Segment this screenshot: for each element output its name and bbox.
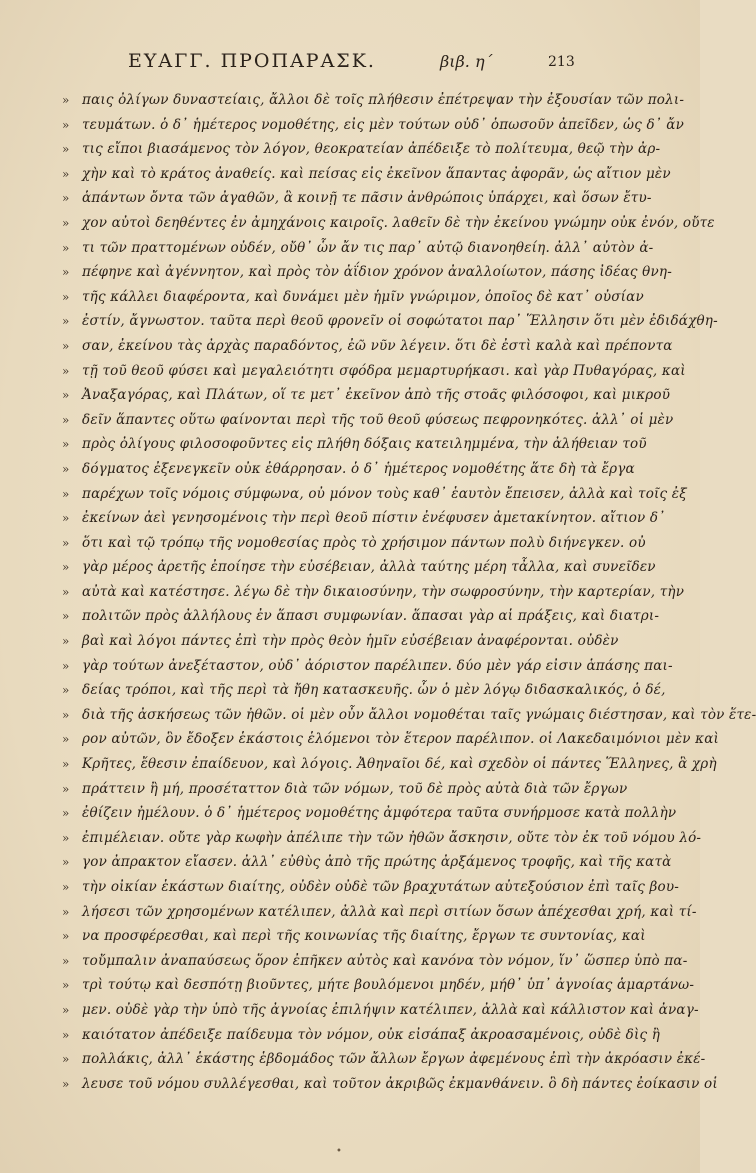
text-line [62, 186, 652, 211]
quotation-mark: » [62, 707, 70, 722]
text-line [62, 506, 666, 531]
line-text: τὴν οἰκίαν ἑκάστων διαίτης, οὐδὲν οὐδὲ τῶν βραχυτάτων αὐτεξούσιον ἐπὶ ταῖς βου- [82, 879, 680, 895]
line-text: ἐπιμέλειαν. οὔτε γὰρ κωφὴν ἀπέλιπε τὴν τῶν ἠθῶν ἄσκησιν, οὔτε τὸν ἐκ τοῦ νόμου λό- [82, 829, 702, 846]
line-text: βαὶ καὶ λόγοι πάντες ἐπὶ τὴν πρὸς θεὸν ἡμῖν εὐσέβειαν ἀναφέρονται. οὐδὲν [82, 633, 619, 650]
quotation-mark: » [62, 511, 70, 526]
text-line [62, 703, 756, 728]
quotation-mark: » [62, 855, 70, 870]
text-line [62, 482, 687, 507]
line-text: χον αὐτοὶ δεηθέντες ἐν ἀμηχάνοις καιροῖς. λαθεῖν δὲ τὴν ἐκείνου γνώμην οὐκ ἐνόν, οὔτε [82, 214, 715, 231]
text-line [62, 162, 671, 187]
line-text: διὰ τῆς ἀσκήσεως τῶν ἠθῶν. οἱ μὲν οὖν ἄλλοι νομοθέται ταῖς γνώμαις διέστησαν, καὶ τὸν ἕτε- [82, 706, 756, 723]
line-text: αὐτὰ καὶ κατέστησε. λέγω δὲ τὴν δικαιοσύνην, τὴν σωφροσύνην, τὴν καρτερίαν, τὴν [82, 583, 685, 600]
line-text: ὅτι καὶ τῷ τρόπῳ τῆς νομοθεσίας πρὸς τὸ χρήσιμον πάντων πολὺ διήνεγκεν. οὐ [82, 534, 646, 551]
quotation-mark: » [62, 1027, 70, 1042]
line-text: σαν, ἐκείνου τὰς ἀρχὰς παραδόντος, ἐῶ νῦν λέγειν. ὅτι δὲ ἐστὶ καλὰ καὶ πρέποντα [82, 337, 673, 354]
quotation-mark: » [62, 806, 70, 821]
line-text: πολιτῶν πρὸς ἀλλήλους ἐν ἅπασι συμφωνίαν. ἅπασαι γὰρ αἱ πράξεις, καὶ διατρι- [82, 608, 660, 625]
line-text: παρέχων τοῖς νόμοις σύμφωνα, οὐ μόνον τοὺς καθ᾽ ἑαυτὸν ἔπεισεν, ἀλλὰ καὶ τοῖς ἐξ [82, 485, 687, 502]
line-text: δείας τρόποι, καὶ τῆς περὶ τὰ ἤθη κατασκευῆς. ὧν ὁ μὲν λόγῳ διδασκαλικός, ὁ δέ, [82, 682, 666, 699]
text-line [62, 875, 680, 900]
text-line [62, 777, 628, 802]
text-line [62, 826, 702, 851]
quotation-mark: » [62, 1076, 70, 1091]
text-line [62, 678, 666, 703]
quotation-mark: » [62, 142, 70, 157]
line-text: ἐθίζειν ἠμέλουν. ὁ δ᾽ ἡμέτερος νομοθέτης ἀμφότερα ταῦτα συνήρμοσε κατὰ πολλὴν [82, 805, 677, 822]
line-text: πρὸς ὀλίγους φιλοσοφοῦντες εἰς πλήθη δόξαις κατειλημμένα, τὴν ἀλήθειαν τοῦ [82, 436, 647, 453]
line-text: τῇ τοῦ θεοῦ φύσει καὶ μεγαλειότητι σφόδρα μεμαρτυρήκασι. καὶ γὰρ Πυθαγόρας, καὶ [82, 362, 686, 379]
quotation-mark: » [62, 363, 70, 378]
line-text: τι τῶν πραττομένων οὐδέν, οὔθ᾽ ὧν ἄν τις παρ᾽ αὐτῷ διανοηθείη. ἀλλ᾽ αὐτὸν ἀ- [82, 239, 654, 256]
quotation-mark: » [62, 412, 70, 427]
line-text: καιότατον ἀπέδειξε παίδευμα τὸν νόμον, οὐκ εἰσάπαξ ἀκροασαμένοις, οὐδὲ δὶς ἢ [82, 1026, 660, 1043]
quotation-mark: » [62, 560, 70, 575]
line-text: Ἀναξαγόρας, καὶ Πλάτων, οἵ τε μετ᾽ ἐκεῖνον ἀπὸ τῆς στοᾶς φιλόσοφοι, καὶ μικροῦ [82, 387, 671, 404]
line-text: τοὔμπαλιν ἀναπαύσεως ὅρον ἐπῆκεν αὐτὸς καὶ κανόνα τὸν νόμον, ἵν᾽ ὥσπερ ὑπὸ πα- [82, 952, 688, 969]
text-line [62, 334, 673, 359]
text-line [62, 309, 718, 334]
text-line [62, 629, 619, 654]
text-line [62, 285, 644, 310]
quotation-mark: » [62, 437, 70, 452]
line-text: μεν. οὐδὲ γὰρ τὴν ὑπὸ τῆς ἀγνοίας ἐπιλήψιν κατέλιπεν, ἀλλὰ καὶ κάλλιστον καὶ ἀναγ- [82, 1001, 699, 1018]
quotation-mark: » [62, 634, 70, 649]
quotation-mark: » [62, 978, 70, 993]
running-title: ΕΥΑΓΓ. ΠΡΟΠΑΡΑΣΚ. [128, 50, 376, 72]
text-line [62, 998, 699, 1023]
text-line [62, 88, 685, 113]
quotation-mark: » [62, 93, 70, 107]
line-text: δόγματος ἐξενεγκεῖν οὐκ ἐθάρρησαν. ὁ δ᾽ ἡμέτερος νομοθέτης ἅτε δὴ τὰ ἔργα [82, 460, 635, 477]
text-line [62, 137, 661, 162]
text-line [62, 580, 685, 605]
quotation-mark: » [62, 166, 70, 181]
line-text: πράττειν ἢ μή, προσέταττον διὰ τῶν νόμων, τοῦ δὲ πρὸς αὐτὰ διὰ τῶν ἔργων [82, 780, 628, 797]
quotation-mark: » [62, 781, 70, 796]
page-header [0, 48, 700, 78]
text-line [62, 457, 635, 482]
text-line [62, 924, 646, 949]
line-text: να προσφέρεσθαι, καὶ περὶ τῆς κοινωνίας τῆς διαίτης, ἔργων τε συντονίας, καὶ [82, 928, 646, 945]
line-text: τρὶ τούτῳ καὶ δεσπότῃ βιοῦντες, μήτε βουλόμενοι μηδέν, μήθ᾽ ὑπ᾽ ἀγνοίας ἁμαρτάνω- [82, 977, 695, 994]
text-line [62, 654, 673, 679]
text-line [62, 555, 656, 580]
quotation-mark: » [62, 929, 70, 944]
text-line [62, 801, 677, 826]
quotation-mark: » [62, 388, 70, 403]
quotation-mark: » [62, 658, 70, 673]
text-line [62, 973, 695, 998]
quotation-mark: » [62, 461, 70, 476]
quotation-mark: » [62, 215, 70, 230]
line-text: ρον αὐτῶν, ὃν ἔδοξεν ἑκάστοις ἑλόμενοι τὸν ἕτερον παρέλιπον. οἱ Λακεδαιμόνιοι μὲν καὶ [82, 731, 720, 748]
line-text: ἐστίν, ἄγνωστον. ταῦτα περὶ θεοῦ φρονεῖν οἱ σοφώτατοι παρ᾽ Ἕλλησιν ὅτι μὲν ἐδιδάχθη- [82, 313, 718, 330]
quotation-mark: » [62, 117, 70, 132]
text-line [62, 1047, 706, 1072]
quotation-mark: » [62, 683, 70, 698]
text-line [62, 113, 684, 138]
quotation-mark: » [62, 609, 70, 624]
quotation-mark: » [62, 757, 70, 772]
text-line [62, 900, 697, 925]
quotation-mark: » [62, 584, 70, 599]
text-line [62, 1023, 660, 1048]
line-text: λευσε τοῦ νόμου συλλέγεσθαι, καὶ τοῦτον ἀκριβῶς ἐκμανθάνειν. ὃ δὴ πάντες ἐοίκασιν οἱ [82, 1075, 718, 1092]
quotation-mark: » [62, 830, 70, 845]
line-text: δεῖν ἅπαντες οὕτω φαίνονται περὶ τῆς τοῦ θεοῦ φύσεως πεφρονηκότες. ἀλλ᾽ οἱ μὲν [82, 411, 674, 428]
quotation-mark: » [62, 265, 70, 280]
line-text: ἐκείνων ἀεὶ γενησομένοις τὴν περὶ θεοῦ πίστιν ἐνέφυσεν ἀμετακίνητον. αἴτιον δ᾽ [82, 510, 666, 527]
line-text: παις ὀλίγων δυναστείαις, ἄλλοι δὲ τοῖς πλήθεσιν ἐπέτρεψαν τὴν ἐξουσίαν τῶν πολι- [82, 92, 685, 108]
text-line [62, 949, 688, 974]
text-line [62, 604, 660, 629]
line-text: γὰρ τούτων ἀνεξέταστον, οὐδ᾽ ἀόριστον παρέλιπεν. δύο μὲν γάρ εἰσιν ἁπάσης παι- [82, 657, 673, 674]
line-text: γον ἀπρακτον εἴασεν. ἀλλ᾽ εὐθὺς ἀπὸ τῆς πρώτης ἀρξάμενος τροφῆς, καὶ τῆς κατὰ [82, 854, 672, 871]
quotation-mark: » [62, 1002, 70, 1017]
text-line [62, 752, 717, 777]
quotation-mark: » [62, 289, 70, 304]
text-line [62, 850, 672, 875]
text-line [62, 359, 686, 384]
text-line [62, 408, 674, 433]
footer-dot: • [336, 1146, 342, 1157]
line-text: Κρῆτες, ἔθεσιν ἐπαίδευον, καὶ λόγοις. Ἀθηναῖοι δέ, καὶ σχεδὸν οἱ πάντες Ἕλληνες, ἃ χρὴ [82, 756, 717, 773]
quotation-mark: » [62, 904, 70, 919]
line-text: πέφηνε καὶ ἀγέννητον, καὶ πρὸς τὸν ἀΐδιον χρόνον ἀναλλοίωτον, πάσης ἰδέας θνη- [82, 264, 672, 281]
line-text: τῆς κάλλει διαφέροντα, καὶ δυνάμει μὲν ἡμῖν γνώριμον, ὁποῖος δὲ κατ᾽ οὐσίαν [82, 288, 644, 305]
text-line [62, 211, 715, 236]
quotation-mark: » [62, 535, 70, 550]
quotation-mark: » [62, 338, 70, 353]
quotation-mark: » [62, 880, 70, 894]
main-text-block [62, 88, 756, 1096]
quotation-mark: » [62, 486, 70, 501]
text-line [62, 1072, 718, 1097]
quotation-mark: » [62, 732, 70, 747]
quotation-mark: » [62, 953, 70, 968]
text-line [62, 531, 646, 556]
line-text: χὴν καὶ τὸ κράτος ἀναθείς. καὶ πείσας εἰς ἐκεῖνον ἅπαντας ἀφορᾶν, ὡς αἴτιον μὲν [82, 165, 671, 182]
line-text: ἁπάντων ὄντα τῶν ἀγαθῶν, ἃ κοινῇ τε πᾶσιν ἀνθρώποις ὑπάρχει, καὶ ὅσων ἔτυ- [82, 190, 652, 207]
quotation-mark: » [62, 1052, 70, 1067]
line-text: τευμάτων. ὁ δ᾽ ἡμέτερος νομοθέτης, εἰς μὲν τούτων οὐδ᾽ ὁπωσοῦν ἀπεῖδεν, ὡς δ᾽ ἄν [82, 116, 684, 133]
book-reference: βιβ. η´ [440, 52, 493, 71]
line-text: γὰρ μέρος ἀρετῆς ἐποίησε τὴν εὐσέβειαν, ἀλλὰ ταύτης μέρη τἆλλα, καὶ συνεῖδεν [82, 559, 656, 576]
quotation-mark: » [62, 240, 70, 255]
text-line [62, 727, 720, 752]
text-line [62, 383, 671, 408]
text-line [62, 260, 672, 285]
folio-number: 213 [548, 54, 575, 70]
line-text: λήσεσι τῶν χρησομένων κατέλιπεν, ἀλλὰ καὶ περὶ σιτίων ὅσων ἀπέχεσθαι χρή, καὶ τί- [82, 903, 697, 920]
quotation-mark: » [62, 314, 70, 329]
line-text: τις εἴποι βιασάμενος τὸν λόγον, θεοκρατείαν ἀπέδειξε τὸ πολίτευμα, θεῷ τὴν ἀρ- [82, 141, 661, 158]
text-line [62, 236, 654, 261]
line-text: πολλάκις, ἀλλ᾽ ἑκάστης ἑβδομάδος τῶν ἄλλων ἔργων ἀφεμένους ἐπὶ τὴν ἀκρόασιν ἐκέ- [82, 1051, 706, 1068]
text-line [62, 432, 647, 457]
quotation-mark: » [62, 191, 70, 206]
